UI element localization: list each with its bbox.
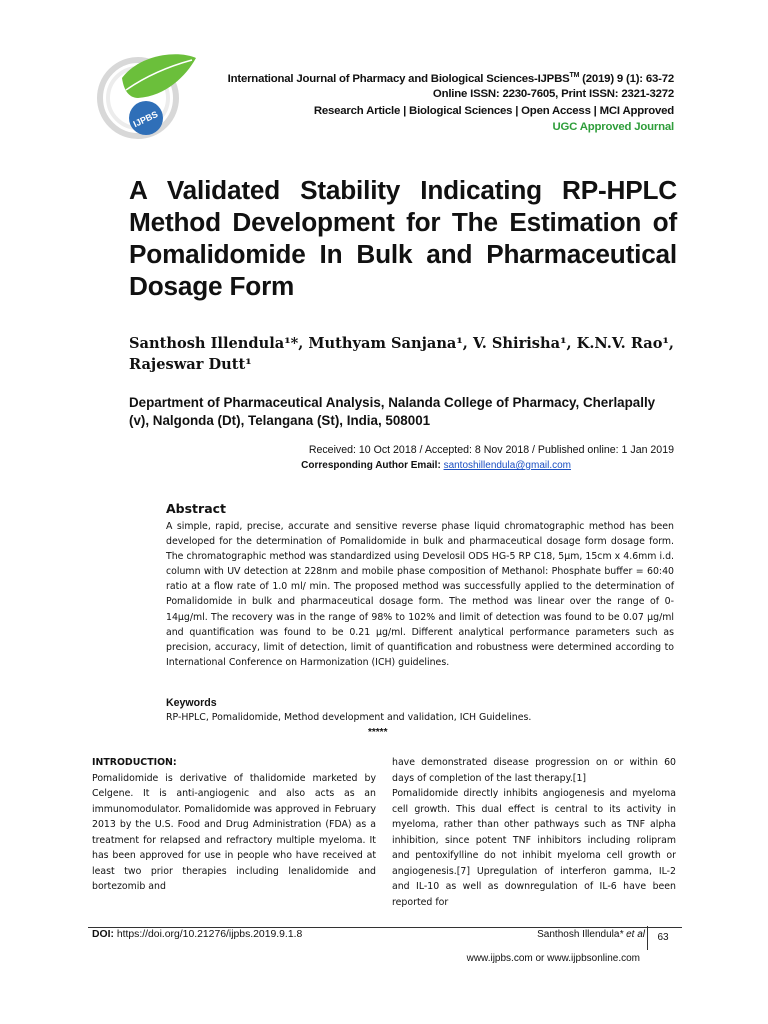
keywords-heading: Keywords	[166, 697, 217, 709]
author-list: Santhosh Illendula¹*, Muthyam Sanjana¹, V. Shirisha¹, K.N.V. Rao¹, Rajeswar Dutt¹	[129, 335, 674, 373]
issn-line: Online ISSN: 2230-7605, Print ISSN: 2321-3272	[432, 88, 674, 100]
journal-name: International Journal of Pharmacy and Biological Sciences-IJPBS™ (2019) 9 (1): 63-72	[227, 72, 674, 85]
logo-text: IJPBS	[131, 109, 160, 130]
affiliation: Department of Pharmaceutical Analysis, Nalanda College of Pharmacy, Cherlapally (v), Nalgonda (Dt), Telangana (St), India, 508001	[129, 395, 656, 428]
paper-title: A Validated Stability Indicating RP-HPLC Method Development for The Estimation of Pomalidomide In Bulk and Pharmaceutical Dosage Form	[129, 175, 677, 301]
intro-heading: INTRODUCTION:	[92, 757, 177, 768]
section-separator: *****	[368, 727, 388, 738]
intro-right-para-1: have demonstrated disease progression on or within 60 days of completion of the last therapy.[1]	[392, 757, 676, 784]
corresponding-author	[301, 460, 571, 471]
page-number: 63	[647, 926, 678, 950]
intro-left-column	[92, 755, 376, 895]
footer-rule	[88, 927, 682, 928]
article-categories: Research Article | Biological Sciences | Open Access | MCI Approved	[313, 105, 674, 117]
journal-websites[interactable]: www.ijpbs.com or www.ijpbsonline.com	[466, 953, 640, 964]
intro-right-column	[392, 755, 676, 910]
abstract-text: A simple, rapid, precise, accurate and sensitive reverse phase liquid chromatographic method has been developed for the determination of Pomalidomide in bulk and pharmaceutical dosage form dosage form. The chromatographic method was standardized using Develosil ODS HG-5 RP C18, 5µm, 15cm x 4.6mm i.d. column with UV detection at 228nm and mobile phase composition of Methanol: Phosphate buffer = 60:40 ratio at a flow rate of 1.0 ml/ min. The proposed method was successfully applied to the determination of Pomalidomide in bulk and pharmaceutical dosage form. The method was linear over the range of 0-14µg/ml. The recovery was in the range of 98% to 102% and limit of detection was found to be 0.07 µg/ml and quantification was found to be 0.21 µg/ml. Different analytical performance parameters such as precision, accuracy, limit of detection, limit of quantification and robustness were determined according to International Conference on Harmonization (ICH) guidelines.	[166, 521, 674, 668]
intro-left-text: Pomalidomide is derivative of thalidomide marketed by Celgene. It is anti-angiogenic and also acts as an immunomodulator. Pomalidomide was approved in February 2013 by the U.S. Food and Drug Administration (FDA) as a treatment for relapsed and refractory multiple myeloma. It has been approved for use in people who have received at least two prior therapies including lenalidomide and bortezomib and	[92, 772, 376, 892]
doi-line[interactable]: DOI: https://doi.org/10.21276/ijpbs.2019.9.1.8	[92, 929, 303, 940]
publication-dates: Received: 10 Oct 2018 / Accepted: 8 Nov 2018 / Published online: 1 Jan 2019	[308, 444, 674, 456]
corresponding-email-link[interactable]: santoshillendula@gmail.com	[443, 460, 571, 471]
abstract-heading: Abstract	[166, 501, 227, 516]
corresponding-label: Corresponding Author Email:	[301, 460, 444, 471]
journal-logo	[88, 40, 200, 152]
ugc-approved: UGC Approved Journal	[552, 121, 674, 133]
footer-author: Santhosh Illendula* et al	[537, 929, 645, 940]
keywords-text: RP-HPLC, Pomalidomide, Method development and validation, ICH Guidelines.	[166, 712, 532, 723]
intro-right-para-2: Pomalidomide directly inhibits angiogenesis and myeloma cell growth. This dual effect is central to its activity in myeloma, rather than other pathways such as TNF alpha inhibition, since potent TNF inhibitors including rolipram and pentoxifylline do not inhibit myeloma cell growth or angiogenesis.[7] Upregulation of interferon gamma, IL-2 and IL-10 as well as downregulation of IL-6 have been reported for	[392, 788, 676, 908]
